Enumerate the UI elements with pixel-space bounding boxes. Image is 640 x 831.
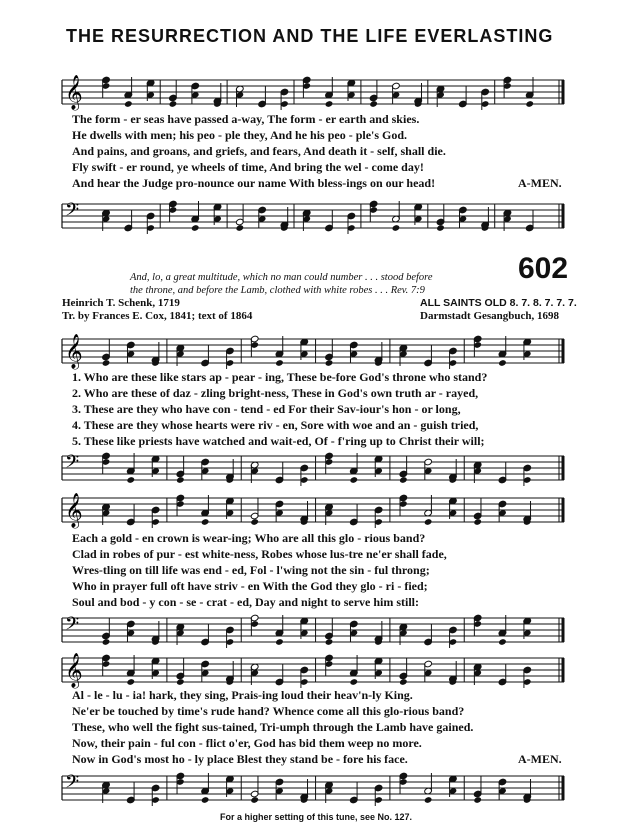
amen-label: A-MEN. (518, 176, 562, 190)
lyric-line: 2. Who are these of daz - zling bright-ness, These in God's own truth ar - rayed, (72, 386, 479, 400)
bass-staff-system1 (62, 450, 564, 494)
bass-staff-hymn1 (62, 198, 564, 242)
lyric-line: Clad in robes of pur - est white-ness, Robes whose lus-tre ne'er shall fade, (72, 547, 447, 561)
lyric-line: Now in God's most ho - ly place Blest they stand be - fore his face. (72, 752, 408, 766)
treble-clef-icon: 𝄞 (65, 75, 83, 110)
translator-credit: Tr. by Frances E. Cox, 1841; text of 1864 (62, 310, 253, 322)
section-title: THE RESURRECTION AND THE LIFE EVERLASTING (66, 26, 554, 46)
treble-clef-icon: 𝄞 (65, 334, 83, 369)
treble-clef-icon: 𝄞 (65, 493, 83, 528)
lyric-line: 4. These are they whose hearts were riv - en, Sore with woe and an - guish tried, (72, 418, 479, 432)
lyric-line: Fly swift - er round, ye wheels of time, And bring the wel - come day! (72, 160, 424, 174)
lyric-line: Now, their pain - ful con - flict o'er, God has bid them weep no more. (72, 736, 422, 750)
hymn-number: 602 (518, 252, 569, 285)
bass-clef-icon: 𝄢 (65, 614, 80, 639)
bass-staff-system2 (62, 612, 564, 656)
bass-clef-icon: 𝄢 (65, 772, 80, 797)
amen-label: A-MEN. (518, 752, 562, 766)
lyric-line: 3. These are they who have con - tend - ed For their Sav-iour's hon - or long, (72, 402, 461, 416)
bass-staff-system3 (62, 770, 564, 814)
scripture-line: And, lo, a great multitude, which no man could number . . . stood before (130, 272, 433, 283)
tune-source: Darmstadt Gesangbuch, 1698 (420, 310, 560, 322)
lyric-line: Each a gold - en crown is wear-ing; Who are all this glo - rious band? (72, 531, 426, 545)
lyric-line: 1. Who are these like stars ap - pear - ing, These be-fore God's throne who stand? (72, 370, 488, 384)
lyric-line: The form - er seas have passed a-way, The form - er earth and skies. (72, 112, 420, 126)
lyric-line: 5. These like priests have watched and wait-ed, Of - f'ring up to Christ their will; (72, 434, 485, 448)
author-credit: Heinrich T. Schenk, 1719 (62, 297, 180, 309)
scripture-line: the throne, and before the Lamb, clothed with white robes . . . Rev. 7:9 (130, 285, 425, 296)
lyric-line: Ne'er be touched by time's rude hand? Whence come all this glo-rious band? (72, 704, 465, 718)
lyric-line: And hear the Judge pro-nounce our name With bless-ings on our head! (72, 176, 436, 190)
footnote: For a higher setting of this tune, see No. 127. (220, 812, 413, 822)
treble-clef-icon: 𝄞 (65, 653, 83, 688)
lyric-line: Who in prayer full oft have striv - en With the God they glo - ri - fied; (72, 579, 428, 593)
bass-clef-icon: 𝄢 (65, 200, 80, 225)
lyric-line: These, who well the fight sus-tained, Tri-umph through the Lamb have gained. (72, 720, 474, 734)
lyric-line: And pains, and groans, and griefs, and fears, And death it - self, shall die. (72, 144, 446, 158)
tune-name: ALL SAINTS OLD 8. 7. 8. 7. 7. 7. (420, 297, 577, 309)
lyric-line: Al - le - lu - ia! hark, they sing, Prais-ing loud their heav'n-ly King. (72, 688, 413, 702)
treble-staff-system2 (62, 492, 564, 536)
lyric-line: He dwells with men; his peo - ple they, And he his peo - ple's God. (72, 128, 408, 142)
bass-clef-icon: 𝄢 (65, 452, 80, 477)
lyric-line: Wres-tling on till life was end - ed, Fol - l'wing not the sin - ful throng; (72, 563, 430, 577)
lyric-line: Soul and bod - y con - se - crat - ed, Day and night to serve him still: (72, 595, 420, 609)
